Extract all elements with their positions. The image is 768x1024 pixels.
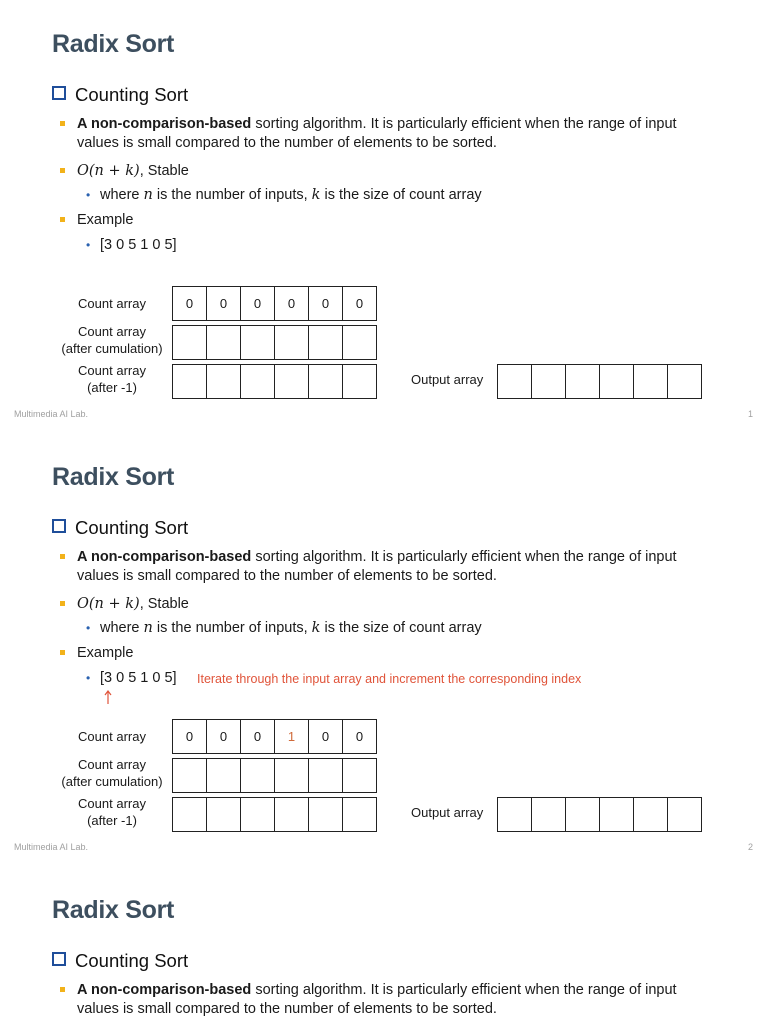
cumulative-cell (274, 325, 309, 360)
count-cell: 0 (172, 719, 207, 754)
minus-one-cell (240, 364, 275, 399)
cumulative-cell (342, 325, 377, 360)
square-bullet-icon (60, 554, 65, 559)
square-bullet-icon (60, 650, 65, 655)
section-heading: Counting Sort (52, 84, 188, 106)
output-cell (565, 797, 600, 832)
checkbox-bullet-icon (52, 519, 66, 533)
square-bullet-icon (60, 121, 65, 126)
count-cell: 0 (342, 719, 377, 754)
output-cell (531, 364, 566, 399)
minus-one-array (172, 364, 377, 399)
label-count-array: Count array (78, 729, 146, 744)
square-bullet-icon (60, 987, 65, 992)
cumulative-cell (240, 758, 275, 793)
output-cell (667, 364, 702, 399)
output-cell (599, 797, 634, 832)
minus-one-cell (206, 797, 241, 832)
minus-one-cell (308, 364, 343, 399)
output-array (497, 364, 702, 399)
count-cell: 0 (240, 719, 275, 754)
output-cell (497, 797, 532, 832)
cumulative-cell (308, 325, 343, 360)
cumulative-cell (308, 758, 343, 793)
count-cell-highlighted: 1 (274, 719, 309, 754)
footer-lab-name: Multimedia AI Lab. (14, 842, 89, 852)
minus-one-array (172, 797, 377, 832)
page-number: 2 (748, 842, 754, 852)
cumulative-cell (206, 325, 241, 360)
output-cell (633, 364, 668, 399)
output-cell (599, 364, 634, 399)
label-minus-one-array: Count array (after -1) (78, 363, 146, 395)
minus-one-cell (274, 797, 309, 832)
minus-one-cell (206, 364, 241, 399)
square-bullet-icon (60, 217, 65, 222)
cumulative-cell (274, 758, 309, 793)
slide-title: Radix Sort (52, 30, 175, 58)
label-minus-one-array: Count array (after -1) (78, 796, 146, 828)
count-cell: 0 (308, 286, 343, 321)
count-array (172, 286, 377, 321)
minus-one-cell (274, 364, 309, 399)
label-count-array: Count array (78, 296, 146, 311)
slide-title: Radix Sort (52, 463, 175, 491)
minus-one-cell (342, 797, 377, 832)
cumulative-cell (206, 758, 241, 793)
footer-lab-name: Multimedia AI Lab. (14, 409, 89, 419)
cumulative-cell (240, 325, 275, 360)
minus-one-cell (172, 364, 207, 399)
section-heading: Counting Sort (52, 517, 188, 539)
count-array (172, 719, 377, 754)
cumulative-cell (342, 758, 377, 793)
count-cell: 0 (274, 286, 309, 321)
minus-one-cell (172, 797, 207, 832)
label-output-array: Output array (411, 372, 484, 387)
count-cell: 0 (342, 286, 377, 321)
square-bullet-icon (60, 601, 65, 606)
output-cell (667, 797, 702, 832)
slide-2: Radix Sort Counting Sort A non-comparison-based sorting algorithm. It is particularly efficient when the range of input values is small compared to the number of elements to be sorted. O(n + k), Stable • where n is the number of inputs, k is the size of count array Example • [3 0 5 1 0 5] Iterate through the input array and increment the corresponding index Count array 0 0 0 1 0 0 Count array (after cumulation) Count array (after -1) Output array Multimedia AI Lab. 2 (0, 433, 768, 866)
cumulative-cell (172, 758, 207, 793)
checkbox-bullet-icon (52, 86, 66, 100)
cumulative-array (172, 325, 377, 360)
count-cell: 0 (240, 286, 275, 321)
slide-1: Radix Sort Counting Sort A non-comparison-based sorting algorithm. It is particularly efficient when the range of input values is small compared to the number of elements to be sorted. O(n + k), Stable • where n is the number of inputs, k is the size of count array Example • [3 0 5 1 0 5] Count array 0 0 0 0 0 0 Count array (after cumulation) Count array (after -1) Output array Multimedia AI Lab. 1 (0, 0, 768, 433)
minus-one-cell (342, 364, 377, 399)
output-array (497, 797, 702, 832)
section-heading: Counting Sort (52, 950, 188, 972)
label-cumulative-array: Count array (after cumulation) (61, 757, 163, 789)
checkbox-bullet-icon (52, 952, 66, 966)
output-cell (633, 797, 668, 832)
count-cell: 0 (206, 286, 241, 321)
label-cumulative-array: Count array (after cumulation) (61, 324, 163, 356)
annotation-text: Iterate through the input array and increment the corresponding index (197, 672, 582, 686)
page-number: 1 (748, 409, 754, 419)
count-cell: 0 (308, 719, 343, 754)
minus-one-cell (240, 797, 275, 832)
slide-title: Radix Sort (52, 896, 175, 924)
label-output-array: Output array (411, 805, 484, 820)
cumulative-array (172, 758, 377, 793)
square-bullet-icon (60, 168, 65, 173)
output-cell (497, 364, 532, 399)
count-cell: 0 (206, 719, 241, 754)
slide-3: Radix Sort Counting Sort A non-comparison-based sorting algorithm. It is particularly efficient when the range of input values is small compared to the number of elements to be sorted. (0, 866, 768, 1024)
output-cell (565, 364, 600, 399)
count-cell: 0 (172, 286, 207, 321)
output-cell (531, 797, 566, 832)
cumulative-cell (172, 325, 207, 360)
up-arrow-icon (103, 689, 113, 705)
minus-one-cell (308, 797, 343, 832)
